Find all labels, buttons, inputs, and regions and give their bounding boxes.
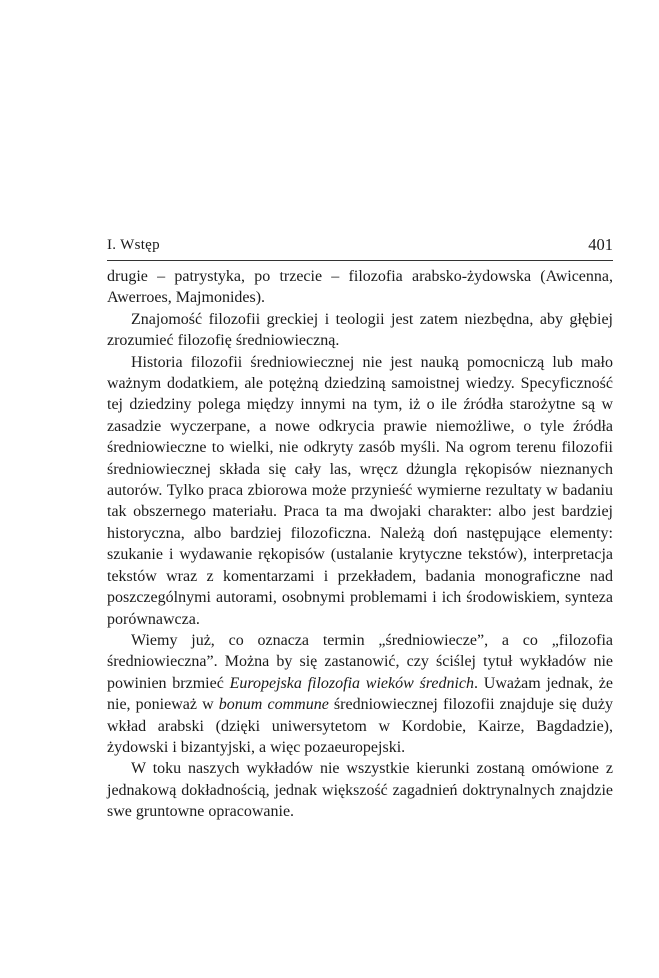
italic-latin-phrase: bonum commune: [218, 696, 329, 714]
paragraph-4: [107, 630, 613, 758]
paragraph-3: Historia filozofii średniowiecznej nie jest nauką pomocniczą lub mało ważnym dodatkiem, ale potężną dziedziną samoistnej wiedzy. Specyficzność tej dziedziny polega między innymi na tym, iż o ile źródła starożytne są w zasadzie wyczerpane, a nowe odkrycia prawie niemożliwe, o tyle źródła średniowieczne to wielki, nie odkryty zasób myśli. Na ogrom terenu filozofii średniowiecznej składa się cały las, wręcz dżungla rękopisów nieznanych autorów. Tylko praca zbiorowa może przynieść wymierne rezultaty w badaniu tak obszernego materiału. Praca ta ma dwojaki charakter: albo jest bardziej historyczna, albo bardziej filozoficzna. Należą doń następujące elementy: szukanie i wydawanie rękopisów (ustalanie krytyczne tekstów), interpretacja tekstów wraz z komentarzami i przekładem, badania monograficzne nad poszczególnymi autorami, osobnymi problemami i ich środowiskiem, synteza porównawcza.: [107, 353, 613, 628]
paragraph-4-part-3: średniowiecznej filozofii znajduje się duży wkład arabski (dzięki uniwersytetom w Kordobie, Kairze, Bagdadzie), żydowski i bizantyjski, a więc pozaeuropejski.: [107, 696, 614, 756]
page-number: 401: [588, 235, 613, 254]
paragraph-2: Znajomość filozofii greckiej i teologii jest zatem niezbędna, aby głębiej zrozumieć filozofię średniowieczną.: [107, 310, 613, 350]
paragraph-4-part-2: . Uważam jednak, że nie, ponieważ w: [107, 674, 613, 714]
body-text: [107, 266, 613, 823]
paragraph-4-part-1: Wiemy już, co oznacza termin „średniowiecze”, a co „filozofia średniowieczna”. Można by się zastanowić, czy ściślej tytuł wykładów nie powinien brzmieć: [107, 631, 613, 692]
header-rule: [107, 260, 613, 261]
paragraph-1: drugie – patrystyka, po trzecie – filozofia arabsko-żydowska (Awicenna, Awerroes, Majmonides).: [107, 268, 613, 307]
running-head: [107, 234, 613, 256]
italic-title: Europejska filozofia wieków średnich: [229, 674, 475, 692]
section-title: I. Wstęp: [107, 237, 160, 253]
paragraph-5: W toku naszych wykładów nie wszystkie kierunki zostaną omówione z jednakową dokładnością, jednak większość zagadnień doktrynalnych znajdzie swe gruntowne opracowanie.: [107, 760, 613, 821]
